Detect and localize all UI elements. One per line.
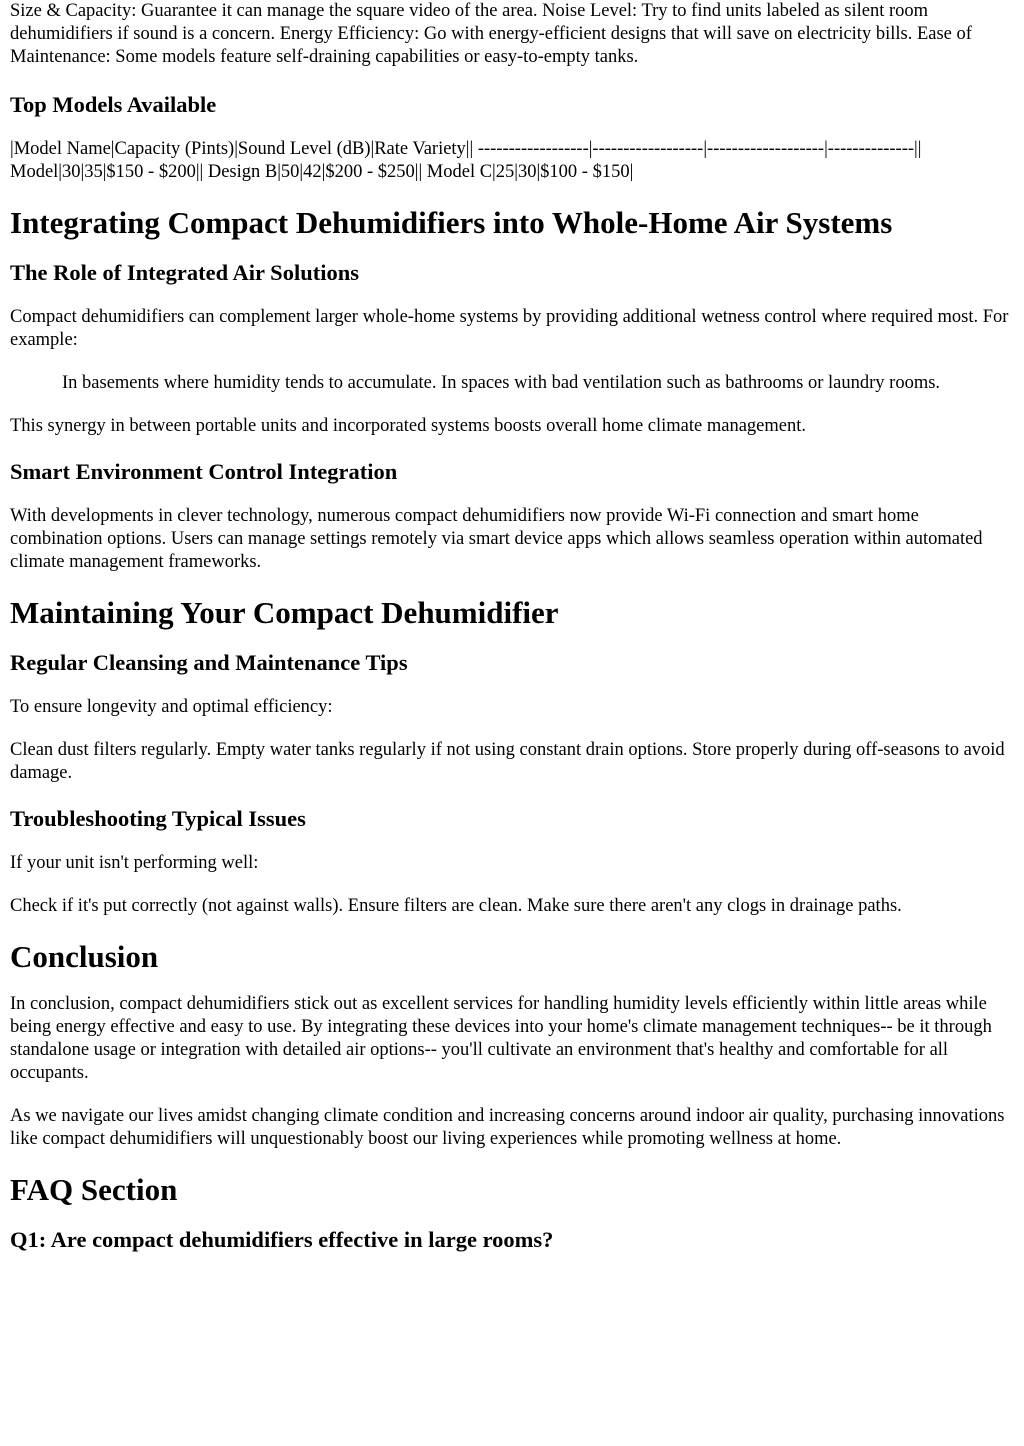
maintaining-heading: Maintaining Your Compact Dehumidifier [10,595,559,630]
role-quote-text: In basements where humidity tends to accumulate. In spaces with bad ventilation such as bathrooms or laundry rooms. [62,373,941,393]
conclusion-heading: Conclusion [10,939,159,974]
faq-heading: FAQ Section [10,1172,178,1207]
role-paragraph: Compact dehumidifiers can complement larger whole-home systems by providing additional wetness control where required most. For example: [10,307,1009,350]
cleansing-heading: Regular Cleansing and Maintenance Tips [10,650,408,675]
faq-question-1: Q1: Are compact dehumidifiers effective in large rooms? [10,1227,554,1252]
top-models-table-text: |Model Name|Capacity (Pints)|Sound Level (dB)|Rate Variety|| ------------------|------------------|-------------------|--------------|| Model|30|35|$150 - $200|| Design B|50|42|$200 - $250|| Model C|25|30|$100 - $150| [10,139,922,182]
smart-heading: Smart Environment Control Integration [10,459,398,484]
role-quote [62,372,1014,395]
smart-paragraph: With developments in clever technology, numerous compact dehumidifiers now provide Wi-Fi connection and smart home combination options. Users can manage settings remotely via smart device apps which allows seamless operation within automated climate management frameworks. [10,506,983,572]
troubleshooting-heading: Troubleshooting Typical Issues [10,806,306,831]
conclusion-paragraph-2: As we navigate our lives amidst changing climate condition and increasing concerns around indoor air quality, purchasing innovations like compact dehumidifiers will unquestionably boost our living experiences while promoting wellness at home. [10,1106,1005,1149]
conclusion-paragraph-1: In conclusion, compact dehumidifiers stick out as excellent services for handling humidity levels efficiently within little areas while being energy effective and easy to use. By integrating these devices into your home's climate management techniques-- be it through standalone usage or integration with detailed air options-- you'll cultivate an environment that's healthy and comfortable for all occupants. [10,994,992,1083]
intro-paragraph: Size & Capacity: Guarantee it can manage the square video of the area. Noise Level: Try to find units labeled as silent room dehumidifiers if sound is a concern. Energy Efficiency: Go with energy-efficient designs that will save on electricity bills. Ease of Maintenance: Some models feature self-draining capabilities or easy-to-empty tanks. [10,1,972,67]
top-models-heading: Top Models Available [10,92,217,117]
troubleshooting-intro: If your unit isn't performing well: [10,853,259,873]
troubleshooting-paragraph: Check if it's put correctly (not against walls). Ensure filters are clean. Make sure there aren't any clogs in drainage paths. [10,896,902,916]
cleansing-intro: To ensure longevity and optimal efficiency: [10,697,333,717]
integrating-heading: Integrating Compact Dehumidifiers into Whole-Home Air Systems [10,205,893,240]
role-closing: This synergy in between portable units and incorporated systems boosts overall home climate management. [10,416,806,436]
role-heading: The Role of Integrated Air Solutions [10,260,359,285]
cleansing-paragraph: Clean dust filters regularly. Empty water tanks regularly if not using constant drain options. Store properly during off-seasons to avoid damage. [10,740,1005,783]
